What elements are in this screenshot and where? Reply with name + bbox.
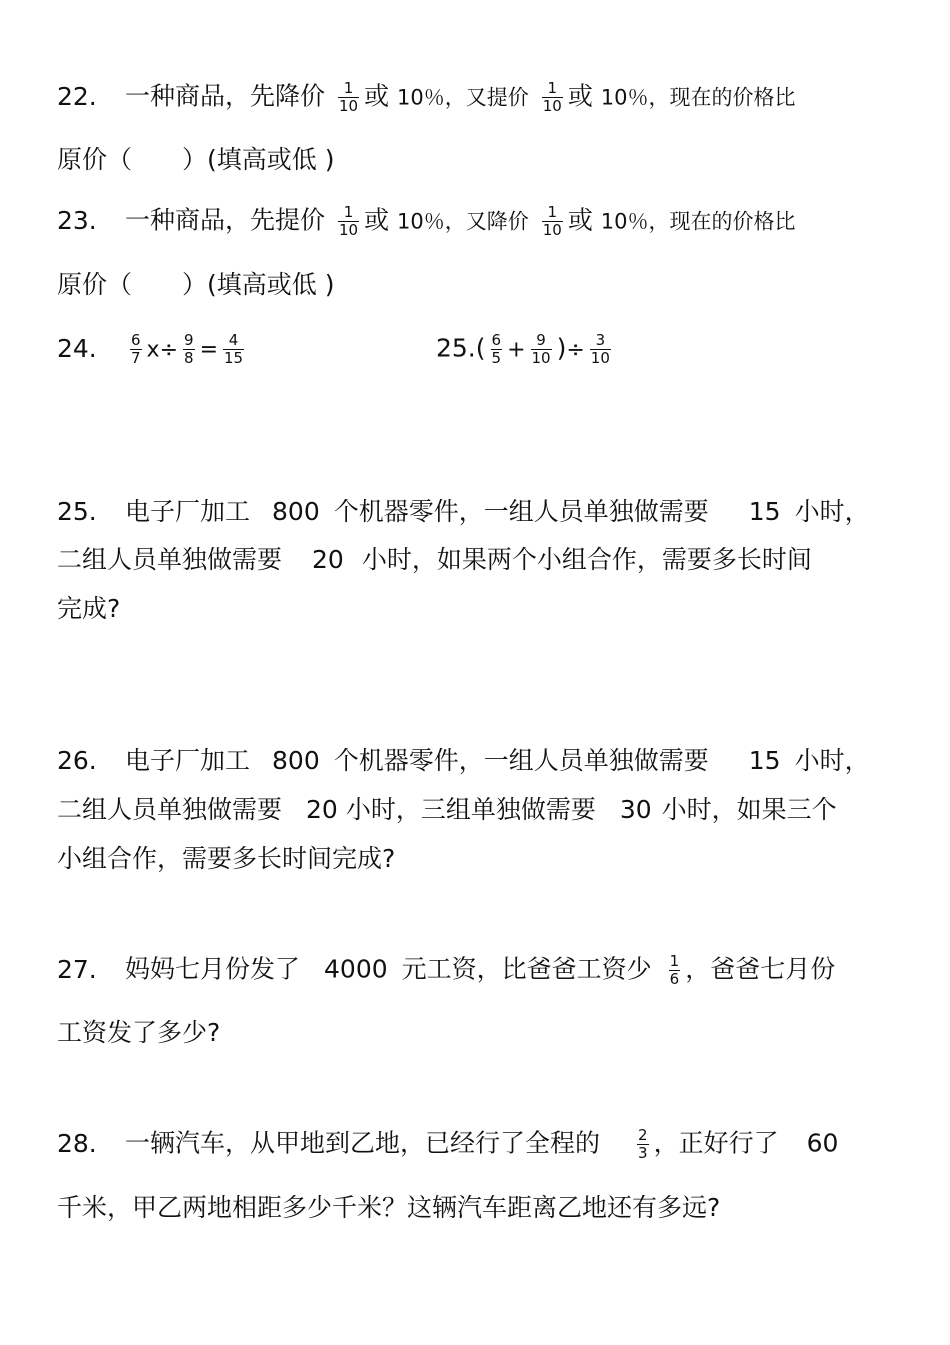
denominator: 6 xyxy=(669,970,680,988)
q23-line-2: 原价（ ）(填高或低 ) xyxy=(57,270,335,299)
question-number-value: 4000 xyxy=(324,954,388,984)
fraction xyxy=(183,332,195,367)
q28-line-2: 千米，甲乙两地相距多少千米？这辆汽车距离乙地还有多远? xyxy=(57,1193,721,1222)
question-text: 或 xyxy=(567,81,593,111)
fraction xyxy=(669,953,681,988)
divide-sign: ÷ xyxy=(159,337,179,363)
numerator: 4 xyxy=(228,331,239,349)
fraction xyxy=(531,332,552,367)
fraction xyxy=(223,332,244,367)
q25-expression xyxy=(436,332,616,367)
fraction xyxy=(491,332,503,367)
divide-sign: ÷ xyxy=(566,337,585,363)
question-number-value: 20 xyxy=(306,795,338,824)
q23-line-1 xyxy=(57,204,796,239)
question-number-value: 30 xyxy=(619,795,652,824)
numerator: 1 xyxy=(343,79,354,97)
question-text: 或 xyxy=(364,205,390,235)
numerator: 9 xyxy=(184,331,194,349)
fraction xyxy=(338,80,359,115)
question-text: 小时，如果三个 xyxy=(661,795,837,824)
numerator: 6 xyxy=(491,331,502,349)
q22-line-1 xyxy=(57,80,796,115)
question-text: 小时，三组单独做需要 xyxy=(345,795,596,824)
close-paren: ) xyxy=(556,333,567,363)
fraction xyxy=(542,80,563,115)
fraction xyxy=(590,332,611,367)
numerator: 1 xyxy=(669,952,680,970)
question-text: 电子厂加工 xyxy=(125,746,251,775)
question-number: 26. xyxy=(57,746,97,775)
question-text: 一种商品，先降价 xyxy=(125,81,326,111)
q25-line-1 xyxy=(57,497,870,527)
question-text: 10％，又降价 xyxy=(397,209,529,234)
question-text: 二组人员单独做需要 xyxy=(57,545,283,574)
q28-line-1 xyxy=(57,1127,838,1162)
question-number: 24. xyxy=(57,333,97,363)
fraction xyxy=(637,1127,649,1162)
denominator: 8 xyxy=(184,349,194,367)
question-number-value: 20 xyxy=(312,545,344,574)
question-text: ，爸爸七月份 xyxy=(685,954,836,984)
question-number-value: 15 xyxy=(748,497,781,526)
q25-line-2 xyxy=(57,545,812,575)
denominator: 5 xyxy=(491,349,502,367)
q27-line-1 xyxy=(57,953,835,988)
question-text: 小时， xyxy=(794,746,870,775)
question-text: 10％，现在的价格比 xyxy=(600,85,796,110)
question-text: 小时，如果两个小组合作，需要多长时间 xyxy=(361,545,812,574)
denominator: 10 xyxy=(590,349,610,367)
question-text: 一种商品，先提价 xyxy=(125,205,326,235)
question-text: 个机器零件，一组人员单独做需要 xyxy=(333,497,709,526)
denominator: 10 xyxy=(338,97,359,115)
denominator: 3 xyxy=(638,1144,648,1162)
denominator: 10 xyxy=(542,97,562,115)
question-text: 妈妈七月份发了 xyxy=(125,954,301,984)
question-number-value: 15 xyxy=(748,746,781,775)
plus-sign: + xyxy=(507,337,526,363)
q26-line-2 xyxy=(57,795,837,825)
q22-line-2: 原价（ ）(填高或低 ) xyxy=(57,145,335,174)
q25-line-3: 完成? xyxy=(57,594,121,623)
question-text: 10％，又提价 xyxy=(397,85,529,110)
question-number: 23. xyxy=(57,205,97,235)
denominator: 10 xyxy=(531,349,551,367)
question-text: 电子厂加工 xyxy=(125,497,251,526)
q24-expression xyxy=(57,332,249,367)
question-text: 小时， xyxy=(794,497,870,526)
question-text: 或 xyxy=(567,205,593,235)
q27-line-2: 工资发了多少? xyxy=(57,1018,221,1047)
denominator: 10 xyxy=(542,221,562,239)
denominator: 15 xyxy=(224,349,244,367)
denominator: 7 xyxy=(131,349,141,367)
numerator: 2 xyxy=(638,1126,648,1144)
question-number: 25.( xyxy=(436,333,486,363)
question-number-value: 60 xyxy=(806,1128,839,1158)
numerator: 6 xyxy=(131,331,141,349)
numerator: 3 xyxy=(595,331,606,349)
numerator: 1 xyxy=(343,203,354,221)
fraction xyxy=(130,332,142,367)
q26-line-3: 小组合作，需要多长时间完成? xyxy=(57,844,396,873)
denominator: 10 xyxy=(338,221,359,239)
fraction xyxy=(338,204,359,239)
fraction xyxy=(542,204,563,239)
question-number: 27. xyxy=(57,954,97,984)
question-number: 22. xyxy=(57,81,97,111)
numerator: 1 xyxy=(547,79,558,97)
q26-line-1 xyxy=(57,746,870,776)
question-number: 28. xyxy=(57,1128,97,1158)
question-text: 一辆汽车，从甲地到乙地，已经行了全程的 xyxy=(125,1128,601,1158)
question-text: 10％，现在的价格比 xyxy=(600,209,796,234)
numerator: 9 xyxy=(536,331,546,349)
question-text: 元工资，比爸爸工资少 xyxy=(401,954,652,984)
times-sign: x xyxy=(146,337,160,363)
question-number-value: 800 xyxy=(272,746,320,775)
numerator: 1 xyxy=(547,203,558,221)
question-number: 25. xyxy=(57,497,97,526)
question-text: 二组人员单独做需要 xyxy=(57,795,283,824)
question-text: ，正好行了 xyxy=(653,1128,779,1158)
equals-sign: = xyxy=(199,337,218,363)
question-text: 或 xyxy=(364,81,390,111)
question-text: 个机器零件，一组人员单独做需要 xyxy=(333,746,709,775)
question-number-value: 800 xyxy=(272,497,320,526)
